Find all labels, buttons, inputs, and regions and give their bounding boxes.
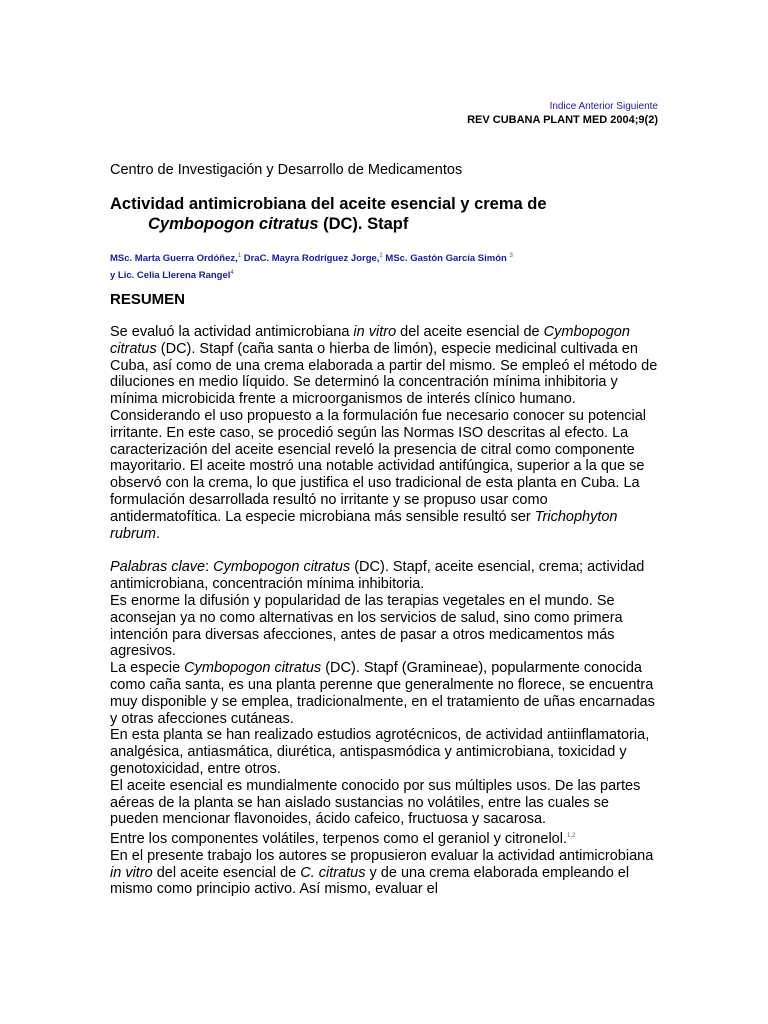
abstract-paragraph bbox=[110, 324, 660, 542]
paragraph-6-text-c: y de una crema elaborada empleando el mismo como principio activo. Así mismo, evaluar el bbox=[110, 864, 630, 898]
author-2: DraC. Mayra Rodríguez Jorge, bbox=[241, 253, 380, 265]
authors-line-2 bbox=[110, 266, 658, 283]
author-4: y Lic. Celia Llerena Rangel bbox=[110, 270, 231, 282]
indice-link[interactable]: Indice bbox=[549, 101, 577, 112]
paragraph-4: El aceite esencial es mundialmente conocido por sus múltiples usos. De las partes aéreas de la planta se han aislado sustancias no volátiles, entre las cuales se pueden mencionar flavonoides, ácido cafeico, fructuosa y sacarosa. bbox=[110, 777, 641, 828]
paragraph-2-text-b: (DC). Stapf (Gramineae), popularmente conocida como caña santa, es una planta perenne que generalmente no florece, se encuentra muy disponible y se emplea, tradicionalmente, en el tratamiento de uñas encarnadas y otras afecciones cutáneas. bbox=[110, 660, 655, 727]
keywords-paragraph bbox=[110, 559, 660, 593]
author-1-ref: 1 bbox=[237, 253, 242, 259]
abstract-text-2: del aceite esencial de bbox=[396, 324, 544, 340]
navigation-links bbox=[550, 101, 658, 112]
keywords-species: Cymbopogon citratus bbox=[213, 559, 351, 576]
article-body bbox=[110, 324, 660, 898]
author-2-ref: 2 bbox=[379, 253, 383, 259]
keywords-label: Palabras clave bbox=[110, 559, 206, 576]
article-title bbox=[110, 194, 658, 234]
abstract-text-3: (DC). Stapf (caña santa o hierba de limón), especie medicinal cultivada en Cuba, así como de una crema elaborada a partir del mismo. Se empleó el método de diluciones en medio líquido. Se determinó la concentración mínima inhibitoria y mínima microbicida frente a microorganismos de interés clínico humano. Considerando el uso propuesto a la formulación fue necesario conocer su potencial irritante. En este caso, se procedió según las Normas ISO descritas al efecto. La caracterización del aceite esencial reveló la presencia de citral como componente mayoritario. El aceite mostró una notable actividad antifúngica, superior a la que se observó con la crema, lo que justifica el uso tradicional de esta planta en Cuba. La formulación desarrollada resultó no irritante y se propuso usar como antidermatofítica. La especie microbiana más sensible resultó ser bbox=[110, 340, 658, 525]
keywords-colon: : bbox=[205, 559, 214, 576]
title-line-1: Actividad antimicrobiana del aceite esencial y crema de bbox=[110, 195, 547, 213]
abstract-italic-1: in vitro bbox=[353, 324, 397, 340]
author-3: MSc. Gastón García Simón bbox=[382, 253, 507, 265]
title-line-2 bbox=[110, 214, 658, 234]
author-3-ref: 3 bbox=[509, 253, 513, 259]
authors-line-1 bbox=[110, 249, 658, 266]
paragraph-2-text-a: La especie bbox=[110, 660, 185, 677]
journal-reference: REV CUBANA PLANT MED 2004;9(2) bbox=[467, 114, 658, 126]
author-list bbox=[110, 249, 658, 283]
author-4-ref: 4 bbox=[230, 270, 234, 277]
paragraph-3: En esta planta se han realizado estudios agrotécnicos, de actividad antiinflamatoria, analgésica, antiasmática, diurética, antispasmódica y antimicrobiana, toxicidad y genotoxicidad, entre otros. bbox=[110, 727, 650, 777]
paragraph-5-text: Entre los componentes volátiles, terpenos como el geraniol y citronelol. bbox=[110, 830, 567, 847]
title-suffix: (DC). Stapf bbox=[318, 215, 409, 233]
paragraph-6 bbox=[110, 848, 660, 898]
institution-name: Centro de Investigación y Desarrollo de Medicamentos bbox=[110, 162, 463, 178]
abstract-italic-2: Cymbopogon citratus bbox=[110, 324, 630, 357]
siguiente-link[interactable]: Siguiente bbox=[616, 101, 658, 112]
paragraph-6-text-a: En el presente trabajo los autores se propusieron evaluar la actividad antimicrobiana bbox=[110, 847, 654, 864]
anterior-link[interactable]: Anterior bbox=[578, 101, 614, 112]
abstract-text-1: Se evaluó la actividad antimicrobiana bbox=[110, 324, 354, 340]
resumen-heading: RESUMEN bbox=[110, 291, 186, 308]
paragraph-6-text-b: del aceite esencial de bbox=[152, 864, 301, 881]
paragraph-2 bbox=[110, 660, 660, 727]
keywords-text: (DC). Stapf, aceite esencial, crema; actividad antimicrobiana, concentración mínima inhibitoria. bbox=[110, 559, 645, 593]
author-1: MSc. Marta Guerra Ordóñez, bbox=[110, 253, 238, 265]
abstract-text-4: . bbox=[155, 525, 160, 542]
paragraph-5-ref: 1,2 bbox=[567, 833, 576, 840]
paragraph-2-species: Cymbopogon citratus bbox=[184, 660, 322, 677]
title-species: Cymbopogon citratus bbox=[148, 215, 319, 233]
paragraph-1: Es enorme la difusión y popularidad de las terapias vegetales en el mundo. Se aconsejan ya no como alternativas en los servicios de salud, sino como primera intención para diversas afecciones, antes de pasar a otros medicamentos más agresivos. bbox=[110, 592, 623, 660]
paragraph-6-italic-2: C. citratus bbox=[300, 864, 366, 881]
abstract-italic-3: Trichophyton rubrum bbox=[110, 508, 618, 542]
paragraph-5 bbox=[110, 828, 660, 848]
paragraph-6-italic-1: in vitro bbox=[110, 864, 153, 881]
